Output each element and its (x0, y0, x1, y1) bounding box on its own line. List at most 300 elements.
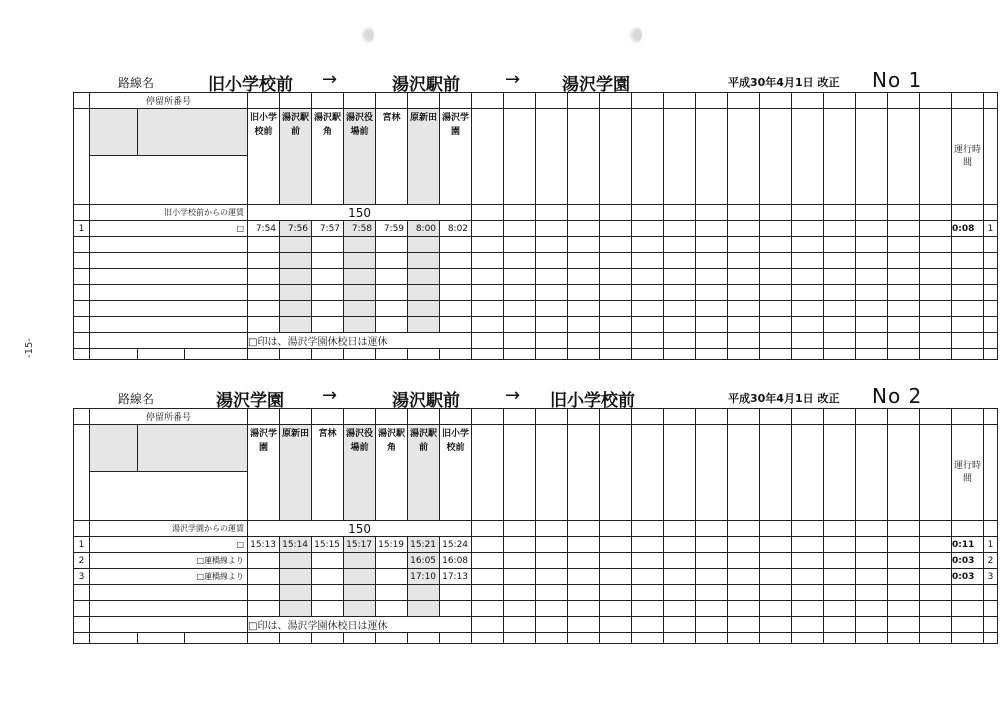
empty-cell (280, 349, 312, 360)
empty-cell (760, 285, 792, 301)
fare-empty (984, 205, 998, 221)
seq-header (984, 425, 998, 521)
empty-cell (728, 333, 760, 349)
empty-cell (600, 585, 632, 601)
station-name-empty (600, 425, 632, 521)
route-2-header (0, 384, 1000, 410)
row-gutter (74, 425, 90, 521)
time-empty (824, 221, 856, 237)
route-stop-origin: 旧小学校前 (208, 75, 293, 95)
time-empty (632, 553, 664, 569)
time-empty (696, 553, 728, 569)
empty-cell (952, 617, 984, 633)
empty-cell (984, 269, 998, 285)
empty-cell (280, 633, 312, 644)
empty-cell (248, 349, 280, 360)
station-name-empty (696, 425, 728, 521)
table-row-empty (74, 585, 998, 601)
route-label: 路線名 (118, 392, 155, 406)
time-empty (728, 537, 760, 553)
empty-cell (568, 601, 600, 617)
empty-cell (760, 333, 792, 349)
empty-cell (632, 301, 664, 317)
empty-cell (856, 317, 888, 333)
station-name-empty (888, 109, 920, 205)
departure-time: 8:00 (408, 221, 440, 237)
empty-cell (792, 253, 824, 269)
time-empty (568, 569, 600, 585)
stop-number-cell (952, 93, 984, 109)
empty-cell (664, 601, 696, 617)
empty-cell (760, 585, 792, 601)
row-gutter (74, 285, 90, 301)
empty-cell (888, 349, 920, 360)
time-empty (920, 569, 952, 585)
empty-cell (312, 349, 344, 360)
empty-cell (536, 633, 568, 644)
empty-cell (664, 253, 696, 269)
empty-cell (568, 333, 600, 349)
empty-cell (824, 601, 856, 617)
stop-number-cell (760, 93, 792, 109)
empty-cell (600, 349, 632, 360)
empty-cell (568, 317, 600, 333)
row-gutter (74, 301, 90, 317)
empty-cell (408, 253, 440, 269)
empty-cell (376, 301, 408, 317)
time-empty (600, 553, 632, 569)
empty-cell (824, 633, 856, 644)
row-gutter (74, 585, 90, 601)
empty-cell (504, 301, 536, 317)
empty-cell (984, 633, 998, 644)
fare-row (74, 521, 998, 537)
empty-cell (824, 301, 856, 317)
fare-value: 150 (248, 521, 472, 537)
row-gutter (74, 205, 90, 221)
empty-cell (440, 633, 472, 644)
time-empty (664, 553, 696, 569)
stop-number-cell (504, 93, 536, 109)
time-empty (792, 221, 824, 237)
empty-cell (408, 633, 440, 644)
empty-cell (312, 301, 344, 317)
empty-cell (696, 333, 728, 349)
station-name: 宮林 (312, 425, 344, 521)
fare-empty (984, 521, 998, 537)
empty-cell (600, 285, 632, 301)
departure-time (248, 569, 280, 585)
empty-cell (472, 301, 504, 317)
station-name-empty (824, 109, 856, 205)
stop-number-cell (376, 93, 408, 109)
time-empty (504, 537, 536, 553)
time-empty (504, 221, 536, 237)
station-name-empty (856, 109, 888, 205)
time-empty (696, 569, 728, 585)
table-row-empty (74, 349, 998, 360)
empty-cell (920, 617, 952, 633)
fare-empty (824, 521, 856, 537)
empty-cell (696, 633, 728, 644)
departure-time (312, 569, 344, 585)
time-empty (760, 569, 792, 585)
empty-cell (920, 285, 952, 301)
fare-empty (920, 521, 952, 537)
empty-cell (90, 269, 248, 285)
station-name-empty (568, 109, 600, 205)
stop-number-cell (440, 93, 472, 109)
empty-cell (920, 269, 952, 285)
empty-cell (472, 237, 504, 253)
empty-cell (568, 617, 600, 633)
row-gutter (74, 601, 90, 617)
departure-time (376, 553, 408, 569)
time-empty (824, 553, 856, 569)
empty-cell (696, 601, 728, 617)
time-empty (600, 221, 632, 237)
empty-cell (472, 601, 504, 617)
time-empty (504, 569, 536, 585)
empty-cell (728, 285, 760, 301)
empty-cell (952, 253, 984, 269)
empty-cell (504, 617, 536, 633)
time-empty (536, 221, 568, 237)
station-name-empty (792, 109, 824, 205)
station-name-empty (600, 109, 632, 205)
empty-cell (408, 285, 440, 301)
empty-cell (952, 349, 984, 360)
empty-cell (280, 601, 312, 617)
empty-cell (440, 301, 472, 317)
fare-empty (568, 205, 600, 221)
empty-cell (952, 237, 984, 253)
time-empty (536, 569, 568, 585)
empty-cell (472, 617, 504, 633)
empty-cell (440, 585, 472, 601)
empty-cell (376, 253, 408, 269)
time-empty (728, 569, 760, 585)
empty-cell (472, 585, 504, 601)
fare-empty (536, 521, 568, 537)
empty-cell (728, 349, 760, 360)
empty-cell (472, 253, 504, 269)
empty-cell (408, 601, 440, 617)
empty-cell (312, 269, 344, 285)
station-name-empty (568, 425, 600, 521)
empty-cell (856, 349, 888, 360)
fare-empty (632, 205, 664, 221)
empty-cell (728, 585, 760, 601)
empty-cell (632, 617, 664, 633)
departure-time (312, 553, 344, 569)
empty-cell (952, 269, 984, 285)
empty-cell (984, 253, 998, 269)
time-empty (472, 553, 504, 569)
empty-cell (920, 633, 952, 644)
departure-time (280, 553, 312, 569)
empty-cell (536, 269, 568, 285)
row-gutter (74, 521, 90, 537)
time-empty (696, 537, 728, 553)
time-empty (600, 569, 632, 585)
empty-cell (984, 301, 998, 317)
time-empty (856, 553, 888, 569)
stop-number-cell (280, 409, 312, 425)
stop-number-cell (824, 409, 856, 425)
station-name: 原新田 (408, 109, 440, 205)
station-name-empty (472, 109, 504, 205)
empty-cell (344, 269, 376, 285)
empty-cell (664, 317, 696, 333)
empty-cell (536, 285, 568, 301)
empty-cell (440, 285, 472, 301)
empty-cell (696, 253, 728, 269)
empty-cell (408, 301, 440, 317)
empty-cell (984, 349, 998, 360)
fare-empty (856, 205, 888, 221)
stop-number-cell (408, 93, 440, 109)
empty-cell (568, 237, 600, 253)
empty-cell (728, 253, 760, 269)
time-empty (664, 537, 696, 553)
empty-cell (344, 317, 376, 333)
empty-cell (185, 633, 248, 644)
station-name: 湯沢駅角 (376, 425, 408, 521)
empty-cell (280, 237, 312, 253)
empty-cell (312, 285, 344, 301)
empty-cell (728, 269, 760, 285)
empty-cell (856, 237, 888, 253)
time-empty (920, 553, 952, 569)
empty-cell (344, 301, 376, 317)
fare-empty (504, 205, 536, 221)
fare-empty (536, 205, 568, 221)
empty-cell (760, 269, 792, 285)
empty-cell (984, 617, 998, 633)
empty-cell (696, 269, 728, 285)
stop-number-cell (248, 93, 280, 109)
fare-empty (664, 521, 696, 537)
empty-cell (138, 349, 185, 360)
departure-time: 15:24 (440, 537, 472, 553)
station-name-empty (888, 425, 920, 521)
empty-cell (792, 617, 824, 633)
empty-cell (792, 317, 824, 333)
departure-time: 7:59 (376, 221, 408, 237)
time-empty (472, 569, 504, 585)
empty-cell (792, 237, 824, 253)
time-empty (632, 221, 664, 237)
table-number: No 1 (872, 68, 923, 92)
fare-value: 150 (248, 205, 472, 221)
stop-number-label: 停留所番号 (90, 409, 248, 425)
time-empty (472, 221, 504, 237)
empty-cell (600, 601, 632, 617)
fare-row (74, 205, 998, 221)
empty-cell (888, 317, 920, 333)
empty-cell (504, 333, 536, 349)
empty-cell (312, 237, 344, 253)
empty-cell (536, 317, 568, 333)
empty-cell (664, 585, 696, 601)
departure-time: 15:17 (344, 537, 376, 553)
station-name: 湯沢役場前 (344, 425, 376, 521)
stop-number-cell (472, 93, 504, 109)
stop-number-cell (600, 409, 632, 425)
empty-cell (824, 617, 856, 633)
table-row-empty (74, 269, 998, 285)
station-name: 湯沢学園 (440, 109, 472, 205)
empty-cell (280, 301, 312, 317)
stop-number-cell (888, 409, 920, 425)
departure-time (376, 569, 408, 585)
station-name-empty (824, 425, 856, 521)
station-name-empty (728, 425, 760, 521)
stop-number-cell (984, 409, 998, 425)
time-empty (824, 537, 856, 553)
empty-cell (664, 269, 696, 285)
time-empty (792, 569, 824, 585)
empty-cell (376, 237, 408, 253)
time-empty (728, 221, 760, 237)
empty-cell (568, 285, 600, 301)
stop-number-cell (408, 409, 440, 425)
empty-cell (536, 237, 568, 253)
time-empty (536, 537, 568, 553)
empty-cell (248, 285, 280, 301)
trip-seq: 1 (984, 221, 998, 237)
empty-cell (952, 633, 984, 644)
empty-cell (856, 269, 888, 285)
empty-cell (696, 617, 728, 633)
runtime-value: 0:03 (952, 569, 984, 585)
table-row-empty (74, 601, 998, 617)
empty-cell (90, 301, 248, 317)
stop-number-cell (568, 93, 600, 109)
punch-hole-right (628, 26, 642, 44)
station-name: 宮林 (376, 109, 408, 205)
row-gutter (74, 333, 90, 349)
timetable-2 (73, 408, 998, 644)
empty-cell (632, 253, 664, 269)
empty-cell (696, 285, 728, 301)
empty-cell (504, 317, 536, 333)
empty-cell (920, 333, 952, 349)
stop-number-cell (792, 409, 824, 425)
empty-cell (952, 317, 984, 333)
empty-cell (888, 601, 920, 617)
time-empty (536, 553, 568, 569)
fare-empty (696, 521, 728, 537)
empty-cell (792, 349, 824, 360)
empty-cell (568, 349, 600, 360)
runtime-value: 0:03 (952, 553, 984, 569)
stop-number-cell (952, 409, 984, 425)
empty-cell (280, 285, 312, 301)
empty-cell (984, 317, 998, 333)
empty-cell (138, 633, 185, 644)
stop-number-cell (536, 93, 568, 109)
empty-cell (536, 617, 568, 633)
stop-number-cell (344, 409, 376, 425)
empty-cell (664, 349, 696, 360)
empty-cell (90, 601, 248, 617)
empty-cell (280, 269, 312, 285)
empty-cell (440, 269, 472, 285)
empty-cell (440, 349, 472, 360)
fare-empty (888, 521, 920, 537)
table-row (74, 221, 998, 237)
empty-cell (376, 285, 408, 301)
empty-cell (920, 601, 952, 617)
empty-cell (888, 633, 920, 644)
runtime-value: 0:11 (952, 537, 984, 553)
empty-cell (280, 317, 312, 333)
empty-cell (344, 585, 376, 601)
station-name: 湯沢駅角 (312, 109, 344, 205)
empty-cell (600, 269, 632, 285)
empty-cell (504, 237, 536, 253)
route-1-header (0, 68, 1000, 94)
empty-cell (536, 601, 568, 617)
station-name-empty (536, 109, 568, 205)
station-name-empty (856, 425, 888, 521)
table-row-empty (74, 253, 998, 269)
time-empty (888, 537, 920, 553)
empty-cell (824, 333, 856, 349)
station-name-empty (632, 109, 664, 205)
empty-cell (856, 601, 888, 617)
empty-cell (504, 601, 536, 617)
row-gutter (74, 617, 90, 633)
empty-cell (632, 317, 664, 333)
station-name-empty (792, 425, 824, 521)
empty-cell (568, 253, 600, 269)
time-empty (792, 537, 824, 553)
fare-empty (952, 205, 984, 221)
time-empty (824, 569, 856, 585)
empty-cell (760, 253, 792, 269)
departure-time: 15:19 (376, 537, 408, 553)
empty-cell (472, 349, 504, 360)
empty-cell (984, 285, 998, 301)
time-empty (728, 553, 760, 569)
trip-seq: 3 (984, 569, 998, 585)
empty-cell (728, 633, 760, 644)
station-name-empty (632, 425, 664, 521)
departure-time (280, 569, 312, 585)
empty-cell (760, 317, 792, 333)
route-stop-via: 湯沢駅前 (392, 75, 460, 95)
empty-cell (600, 237, 632, 253)
departure-time: 17:13 (440, 569, 472, 585)
stop-number-cell (280, 93, 312, 109)
stop-number-cell (920, 93, 952, 109)
empty-cell (312, 585, 344, 601)
empty-cell (792, 633, 824, 644)
station-name: 湯沢学園 (248, 425, 280, 521)
fare-empty (632, 521, 664, 537)
station-name: 湯沢役場前 (344, 109, 376, 205)
departure-time: 16:05 (408, 553, 440, 569)
route-stop-origin: 湯沢学園 (216, 391, 284, 411)
stop-number-cell (920, 409, 952, 425)
empty-cell (952, 285, 984, 301)
fare-empty (920, 205, 952, 221)
empty-cell (90, 253, 248, 269)
revision-date: 平成30年4月1日 改正 (728, 392, 840, 405)
